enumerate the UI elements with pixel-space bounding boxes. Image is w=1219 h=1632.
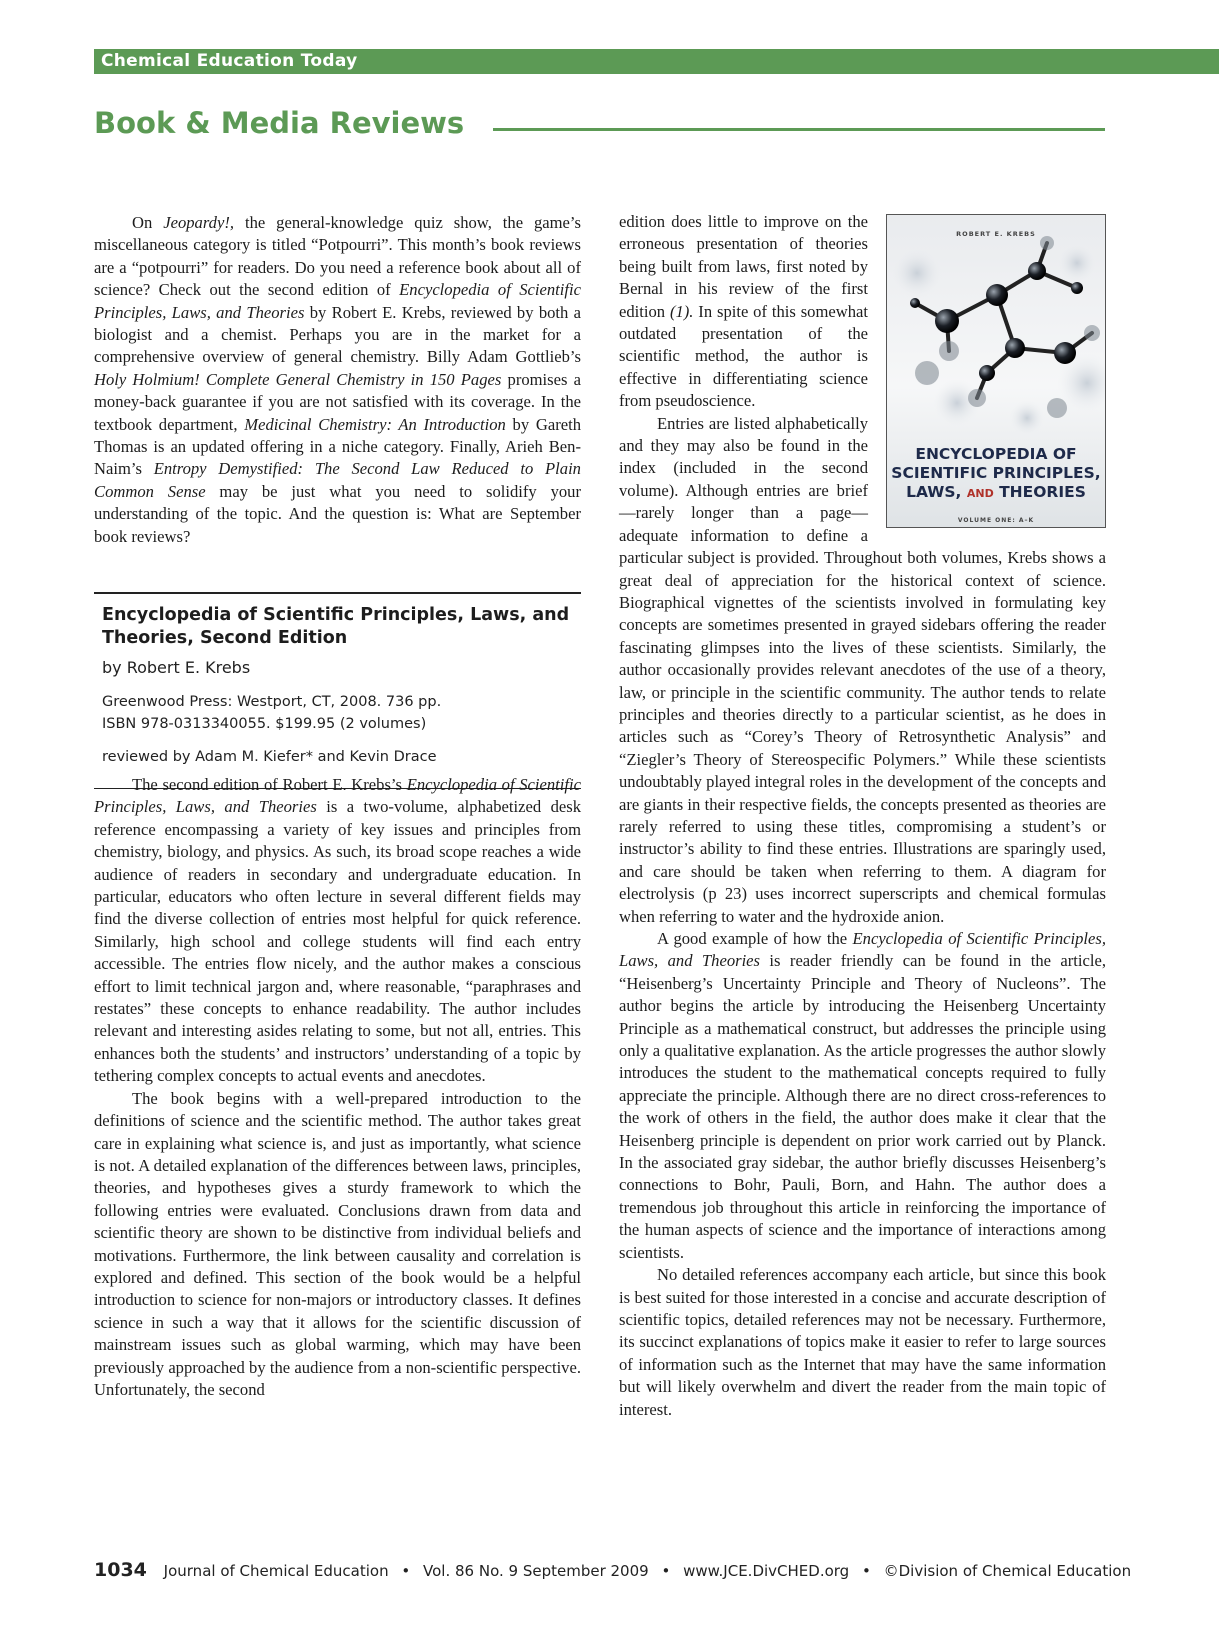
journal-name: Journal of Chemical Education — [163, 1562, 389, 1580]
review-paragraph: edition does little to improve on the erroneous presentation of theories being built from laws, first noted by Bernal in his review of the first edition (1). In spite of this somewhat outdated presentation of the scientific method, the author is effective in differentiating science from pseudoscience. — [619, 212, 868, 411]
review-paragraph: No detailed references accompany each article, but since this book is best suited for those interested in a concise and accurate description of scientific topics, detailed references may not be necessary. Furthermore, its succinct explanations of topics make it easier to refer to large sources of information such as the Internet that may have the same information but will likely overwhelm and divert the reader from the main topic of interest. — [619, 1265, 1106, 1419]
cover-title — [887, 445, 1105, 503]
italic-text: Jeopardy!, — [163, 213, 235, 232]
review-book-author: by Robert E. Krebs — [102, 658, 251, 677]
cover-author: ROBERT E. KREBS — [956, 230, 1036, 238]
review-publication-info — [102, 691, 581, 735]
cover-volume: VOLUME ONE: A–K — [957, 517, 1035, 524]
review-isbn-price: ISBN 978-0313340055. $199.95 (2 volumes) — [102, 716, 427, 732]
review-body-left — [94, 774, 581, 1401]
review-info-box — [94, 592, 581, 789]
review-paragraph: Entries are listed alphabetically and they may also be found in the index (included in the second volume). Although entries are brief—rarely longer than a page—adequate information to define a particular subject is provided. Throughout both volumes, Krebs shows a great deal of appreciation for the historical context of science. Biographical vignettes of the scientists involved in formulating key concepts are sometimes presented in grayed sidebars offering the reader fascinating glimpses into the lives of these scientists. Similarly, the author occasionally provides relevant anecdotes of the use of a theory, law, or principle in the scientific community. The author tends to relate principles and theories directly to a particular scientist, as he does in articles such as “Corey’s Theory of Retrosynthetic Analysis” and “Ziegler’s Theory of Stereospecific Polymers.” While these scientists undoubtably played integral roles in the development of the concepts and are giants in their respective fields, the concepts presented as theories are rarely referred to using these titles, compromising a student’s or instructor’s ability to find these entries. Illustrations are sparingly used, and care should be taken when referring to them. A diagram for electrolysis (p 23) uses incorrect superscripts and chemical formulas when referring to water and the hydroxide anion. — [619, 413, 1106, 926]
copyright: ©Division of Chemical Education — [883, 1562, 1132, 1580]
italic-text: Holy Holmium! Complete General Chemistry in 150 Pages — [94, 369, 502, 389]
section-title: Book & Media Reviews — [94, 106, 465, 140]
footer-bullet: • — [661, 1562, 671, 1580]
cover-title-line — [887, 483, 1105, 503]
footer-bullet: • — [401, 1562, 411, 1580]
journal-url: www.JCE.DivCHED.org — [683, 1562, 850, 1580]
book-cover-image — [886, 214, 1106, 528]
review-book-title: Encyclopedia of Scientific Principles, Laws, and Theories, Second Edition — [102, 605, 570, 648]
review-paragraph: The book begins with a well-prepared introduction to the definitions of science and the scientific method. The author takes great care in explaining what science is, and just as importantly, what science is not. A detailed explanation of the differences between laws, principles, theories, and hypotheses gives a sturdy framework to which the following entries were evaluated. Conclusions drawn from data and scientific theory are shown to be distinctive from individual beliefs and motivations. Furthermore, the link between causality and correlation is explored and defined. This section of the book would be a helpful introduction to science for non-majors or introductory classes. It defines science in such a way that it allows for the scientific discussion of mainstream issues such as global warming, which may have been previously approached by the audience from a non-scientific perspective. Unfortunately, the second — [94, 1088, 581, 1399]
italic-text: Encyclopedia of Scientific Principles, Laws, and Theories — [94, 775, 581, 817]
banner-label: Chemical Education Today — [101, 51, 358, 71]
cover-title-part: LAWS, — [906, 483, 967, 501]
review-reviewers: reviewed by Adam M. Kiefer* and Kevin Drace — [102, 749, 437, 765]
footer-bullet: • — [861, 1562, 871, 1580]
page-footer — [94, 1559, 1131, 1581]
intro-paragraph: On Jeopardy!, the general-knowledge quiz show, the game’s miscellaneous category is titled “Potpourri”. This month’s book reviews are a “potpourri” for readers. Do you need a reference book about all of science? Check out the second edition of Encyclopedia of Scientific Principles, Laws, and Theories by Robert E. Krebs, reviewed by both a biologist and a chemist. Perhaps you are in the market for a comprehensive overview of general chemistry. Billy Adam Gottlieb’s Holy Holmium! Complete General Chemistry in 150 Pages promises a money-back guarantee if you are not satisfied with its coverage. In the textbook department, Medicinal Chemistry: An Introduction by Gareth Thomas is an updated offering in a niche category. Finally, Arieh Ben-Naim’s Entropy Demystified: The Second Law Reduced to Plain Common Sense may be just what you need to solidify your understanding of the topic. And the question is: What are September book reviews? — [94, 213, 582, 546]
cover-title-part: THEORIES — [993, 483, 1086, 501]
review-body-right — [619, 211, 1106, 1421]
section-banner — [94, 49, 1219, 74]
review-paragraph: A good example of how the Encyclopedia of Scientific Principles, Laws, and Theories is reader friendly can be found in the article, “Heisenberg’s Uncertainty Principle and Theory of Nucleons”. The author begins the article by introducing the Heisenberg Uncertainty Principle as a mathematical construct, but addresses the principle using only a qualitative explanation. As the article progresses the author slowly introduces the student to the mathematical concepts required to fully appreciate the principle. Although there are no direct cross-references to the work of others in the field, the author does make it clear that the Heisenberg principle is dependent on prior work carried out by Planck. In the associated gray sidebar, the author briefly discusses Heisenberg’s connections to Bohr, Pauli, Born, and Hahn. The author does a tremendous job throughout this article in reinforcing the importance of the human aspects of science and the importance of interactions among scientists. — [619, 929, 1107, 1262]
review-paragraph: The second edition of Robert E. Krebs’s Encyclopedia of Scientific Principles, Laws, and Theories is a two-volume, alphabetized desk reference encompassing a variety of key issues and principles from chemistry, biology, and physics. As such, its broad scope reaches a wide audience of readers in secondary and undergraduate education. In particular, educators who often lecture in several different fields may find the diverse collection of entries most helpful for quick reference. Similarly, high school and college students will find each entry accessible. The entries flow nicely, and the author makes a conscious effort to limit technical jargon and, where reasonable, “paraphrases and restates” these concepts to enhance readability. The author includes relevant and interesting asides relating to some, but not all, entries. This enhances both the students’ and instructors’ understanding of a topic by tethering complex concepts to actual events and anecdotes. — [94, 775, 581, 1086]
page-number: 1034 — [94, 1559, 147, 1581]
cover-title-line: ENCYCLOPEDIA OF — [915, 445, 1077, 463]
molecule-illustration — [887, 233, 1105, 443]
italic-text: (1). — [669, 301, 694, 321]
cover-title-part: AND — [966, 487, 994, 500]
italic-text: Entropy Demystified: The Second Law Reduced to Plain Common Sense — [94, 459, 581, 501]
italic-text: Encyclopedia of Scientific Principles, Laws, and Theories — [94, 280, 581, 322]
review-publisher: Greenwood Press: Westport, CT, 2008. 736 pp. — [102, 694, 442, 710]
italic-text: Medicinal Chemistry: An Introduction — [244, 414, 506, 434]
cover-title-line: SCIENTIFIC PRINCIPLES, — [891, 464, 1101, 482]
journal-volume: Vol. 86 No. 9 September 2009 — [423, 1562, 649, 1580]
italic-text: Encyclopedia of Scientific Principles, Laws, and Theories — [619, 929, 1107, 971]
title-rule — [493, 128, 1105, 131]
intro-text — [94, 212, 581, 548]
